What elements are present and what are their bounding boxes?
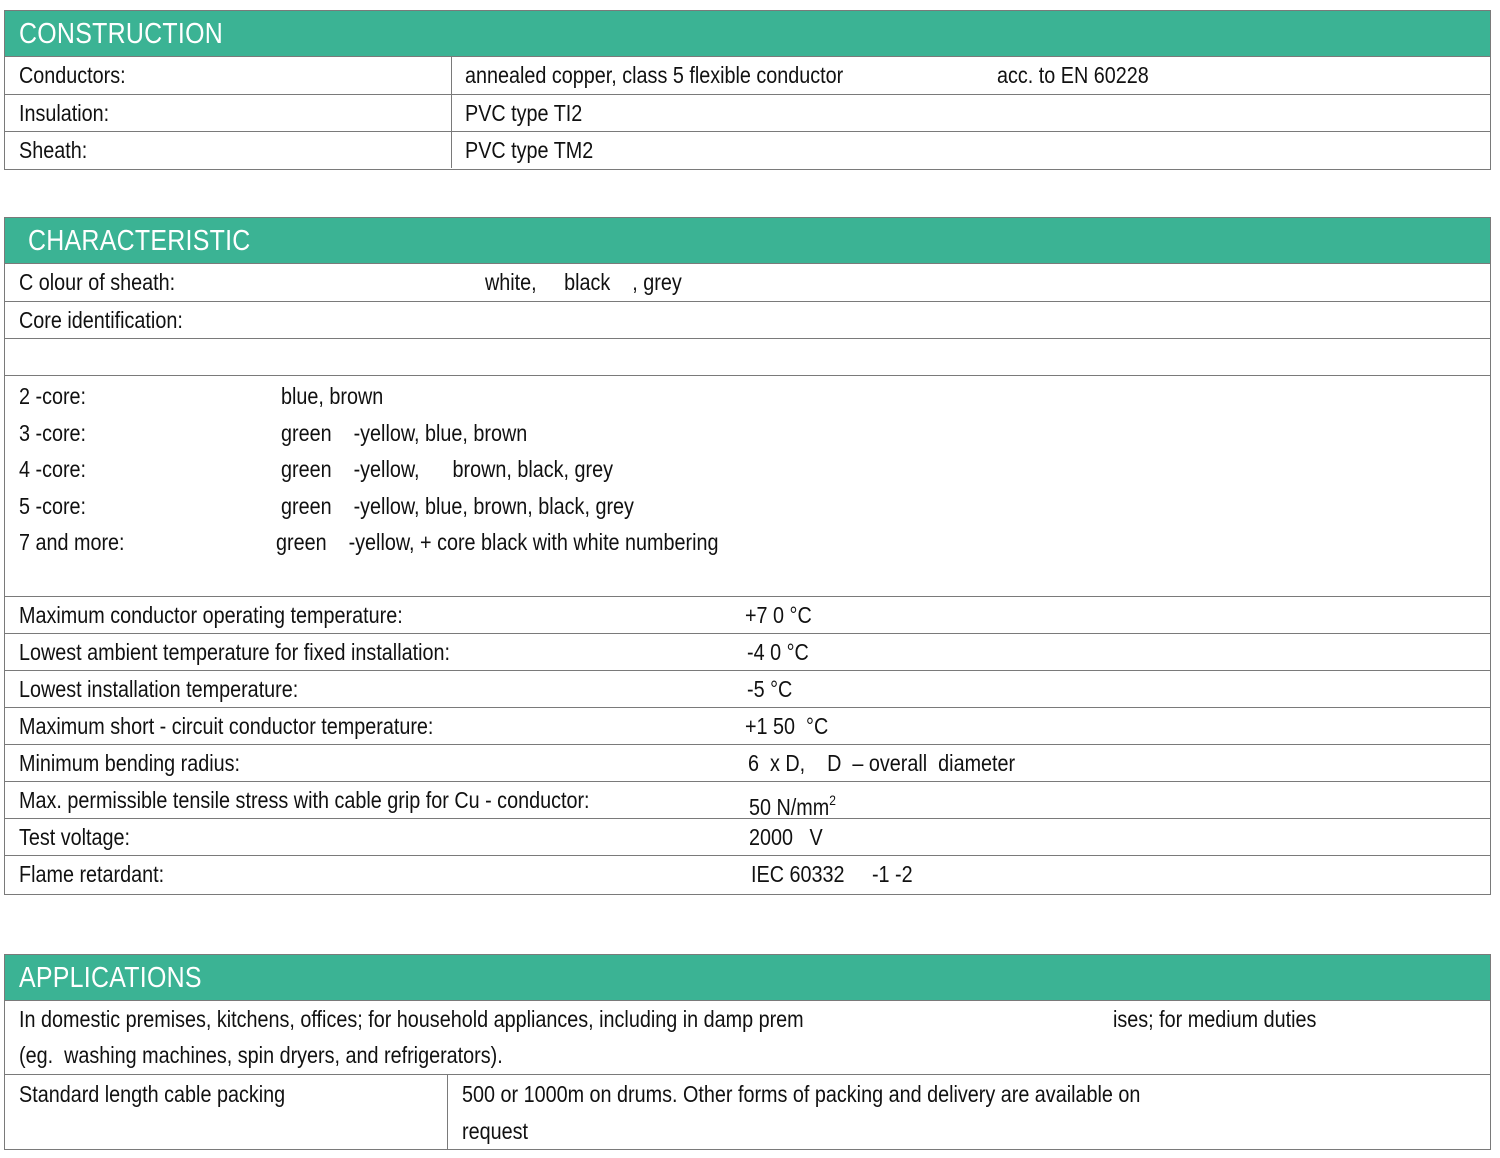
param-label: Maximum conductor operating temperature: <box>19 602 403 628</box>
colour-label: C olour of sheath: <box>19 269 176 295</box>
table-row <box>5 818 1490 855</box>
conductors-label: Conductors: <box>19 62 126 88</box>
conductors-value: annealed copper, class 5 flexible conductor <box>465 62 844 88</box>
core-value: green -yellow, + core black with white numbering <box>276 529 719 555</box>
construction-section <box>4 10 1491 170</box>
table-row <box>5 57 1490 94</box>
applications-title: APPLICATIONS <box>19 962 202 994</box>
characteristic-title: CHARACTERISTIC <box>28 225 251 257</box>
core-label: 3 -core: <box>19 420 87 446</box>
sheath-value: PVC type TM2 <box>465 137 594 163</box>
param-superscript: 2 <box>829 792 836 808</box>
table-row <box>5 855 1490 892</box>
table-row <box>5 781 1490 818</box>
conductors-standard: acc. to EN 60228 <box>997 62 1149 88</box>
param-value: 50 N/mm <box>749 794 830 820</box>
param-value: -4 0 °C <box>747 639 809 665</box>
param-value: +1 50 °C <box>745 713 829 739</box>
core-label: 4 -core: <box>19 456 87 482</box>
sheath-label: Sheath: <box>19 137 88 163</box>
core-identification-label: Core identification: <box>19 307 183 333</box>
table-row <box>5 670 1490 707</box>
param-label: Lowest installation temperature: <box>19 676 299 702</box>
applications-line-1b: ises; for medium duties <box>1113 1006 1317 1032</box>
param-label: Maximum short - circuit conductor temperature: <box>19 713 434 739</box>
packing-value-line-2: request <box>462 1118 528 1144</box>
param-label: Max. permissible tensile stress with cable grip for Cu - conductor: <box>19 787 590 813</box>
applications-description <box>5 1001 1490 1074</box>
param-value: IEC 60332 -1 -2 <box>751 861 913 887</box>
core-label: 2 -core: <box>19 383 87 409</box>
applications-section <box>4 954 1491 1150</box>
construction-header <box>5 11 1490 57</box>
core-label: 5 -core: <box>19 493 87 519</box>
packing-label: Standard length cable packing <box>19 1081 286 1107</box>
param-label: Test voltage: <box>19 824 131 850</box>
core-identification-row <box>5 301 1490 338</box>
core-value: green -yellow, brown, black, grey <box>281 456 614 482</box>
core-value: green -yellow, blue, brown, black, grey <box>281 493 634 519</box>
applications-line-2: (eg. washing machines, spin dryers, and refrigerators). <box>19 1042 503 1068</box>
param-label: Minimum bending radius: <box>19 750 240 776</box>
param-value: -5 °C <box>747 676 793 702</box>
packing-value-line-1: 500 or 1000m on drums. Other forms of packing and delivery are available on <box>462 1081 1141 1107</box>
table-row <box>5 633 1490 670</box>
param-value: 2000 V <box>749 824 823 850</box>
insulation-value: PVC type TI2 <box>465 100 583 126</box>
param-label: Lowest ambient temperature for fixed installation: <box>19 639 450 665</box>
param-value: 6 x D, D – overall diameter <box>748 750 1016 776</box>
core-label: 7 and more: <box>19 529 125 555</box>
blank-row <box>5 338 1490 375</box>
colour-value: white, black , grey <box>485 269 682 295</box>
core-value: blue, brown <box>281 383 384 409</box>
core-list <box>5 375 1490 596</box>
colour-row <box>5 264 1490 301</box>
insulation-label: Insulation: <box>19 100 110 126</box>
table-row <box>5 131 1490 168</box>
table-row <box>5 94 1490 131</box>
applications-header <box>5 955 1490 1001</box>
param-value: +7 0 °C <box>745 602 812 628</box>
characteristic-section <box>4 217 1491 895</box>
applications-line-1a: In domestic premises, kitchens, offices; for household appliances, including in damp prem <box>19 1006 804 1032</box>
table-row <box>5 744 1490 781</box>
table-row <box>5 707 1490 744</box>
core-value: green -yellow, blue, brown <box>281 420 528 446</box>
packing-row <box>5 1074 1490 1149</box>
table-row <box>5 596 1490 633</box>
construction-title: CONSTRUCTION <box>19 18 223 50</box>
param-label: Flame retardant: <box>19 861 165 887</box>
characteristic-header <box>5 218 1490 264</box>
